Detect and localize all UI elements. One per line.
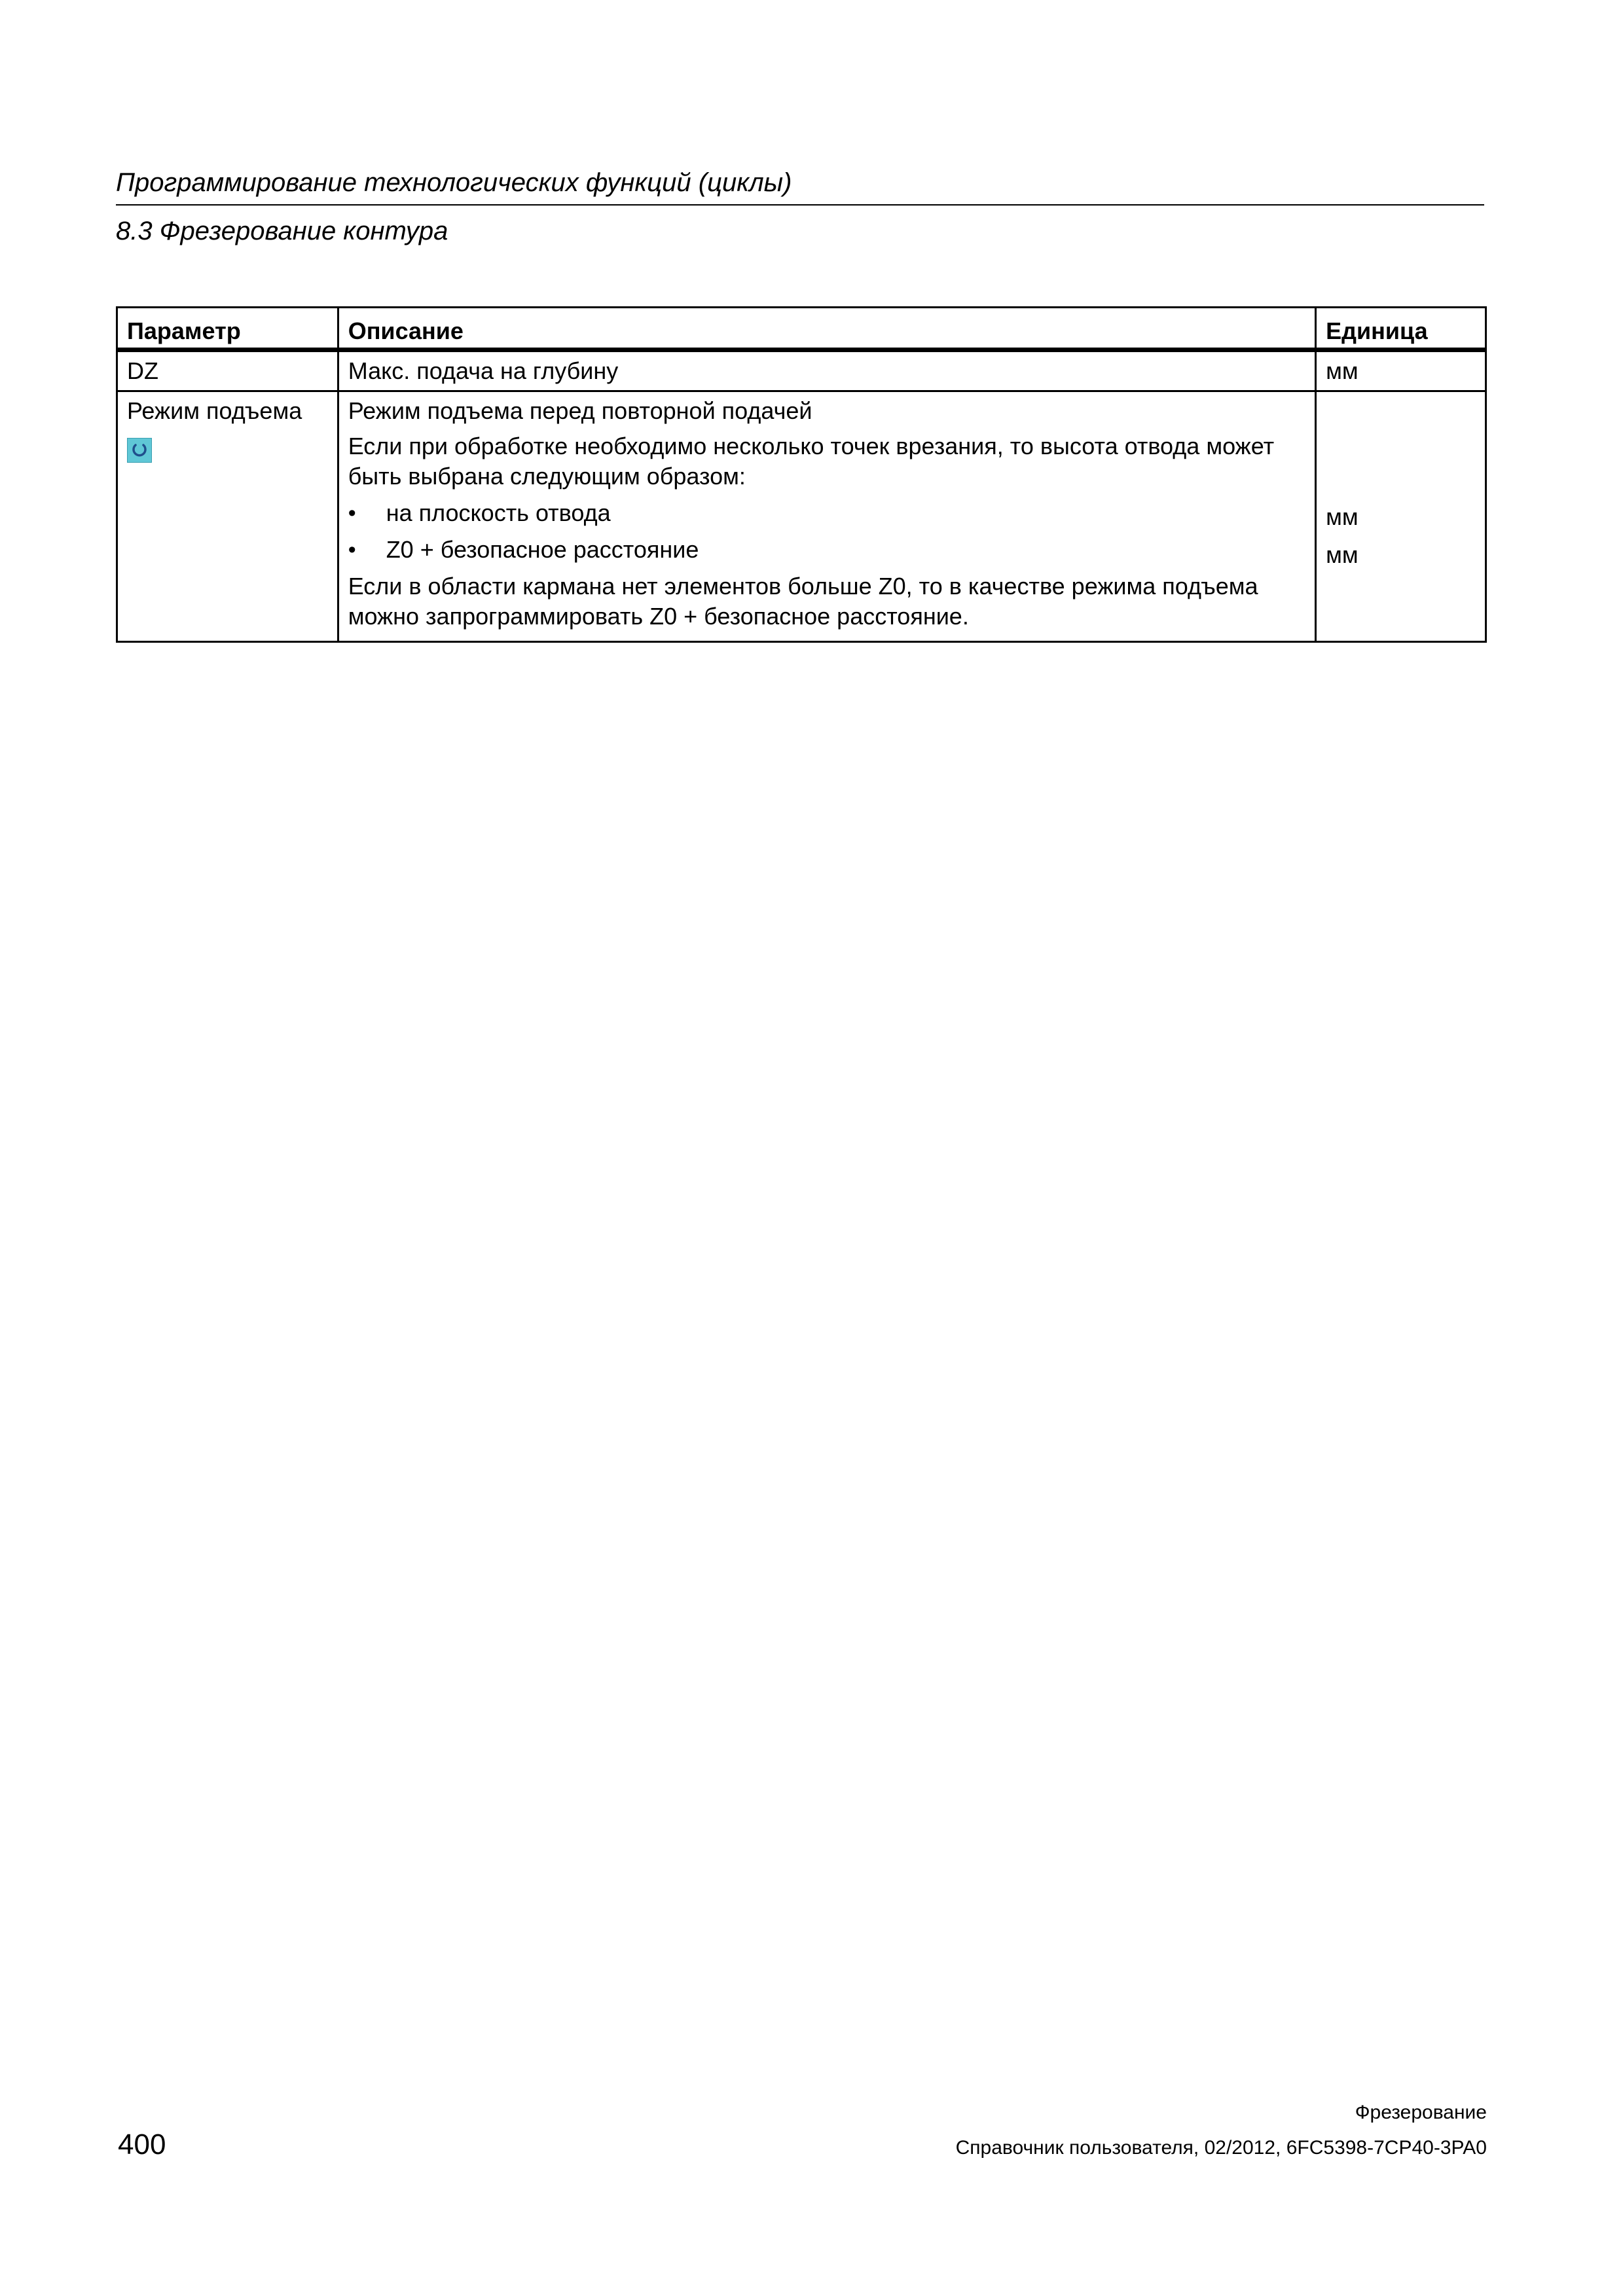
list-item (348, 498, 1305, 528)
description-intro: Режим подъема перед повторной подачей (348, 397, 812, 424)
description-cell (338, 391, 1315, 642)
table-header-row (117, 308, 1486, 350)
column-header-parameter: Параметр (117, 308, 338, 350)
parameter-cell (117, 391, 338, 642)
option-label: на плоскость отвода (386, 499, 611, 526)
bullet-icon: • (348, 501, 356, 526)
description-detail: Если при обработке необходимо несколько точек врезания, то высота отвода может быть выбрана следующим образом: (348, 433, 1275, 490)
retract-mode-icon (127, 438, 152, 463)
parameter-label: Режим подъема (127, 397, 302, 424)
footer-document-title: Фрезерование (1355, 2102, 1487, 2123)
column-header-unit: Единица (1316, 308, 1486, 350)
unit-spacer (1326, 396, 1476, 502)
page-header (116, 165, 1484, 249)
footer-reference: Справочник пользователя, 02/2012, 6FC5398-7CP40-3PA0 (955, 2137, 1487, 2159)
table-row (117, 350, 1486, 391)
parameter-cell: DZ (117, 350, 338, 391)
section-title: 8.3 Фрезерование контура (116, 217, 448, 245)
table-row (117, 391, 1486, 642)
unit-cell (1316, 391, 1486, 642)
parameter-table (116, 306, 1487, 643)
description-note: Если в области кармана нет элементов больше Z0, то в качестве режима подъема можно запрограммировать Z0 + безопасное расстояние. (348, 573, 1258, 630)
list-item (348, 535, 1305, 565)
page-number: 400 (118, 2128, 166, 2161)
retract-mode-glyph (130, 440, 149, 460)
column-header-description: Описание (338, 308, 1315, 350)
description-cell: Макс. подача на глубину (338, 350, 1315, 391)
option-label: Z0 + безопасное расстояние (386, 536, 699, 563)
chapter-title: Программирование технологических функций (циклы) (116, 165, 1484, 206)
option-unit: мм (1326, 503, 1359, 530)
option-unit: мм (1326, 541, 1359, 568)
bullet-icon: • (348, 537, 356, 562)
unit-cell: мм (1316, 350, 1486, 391)
